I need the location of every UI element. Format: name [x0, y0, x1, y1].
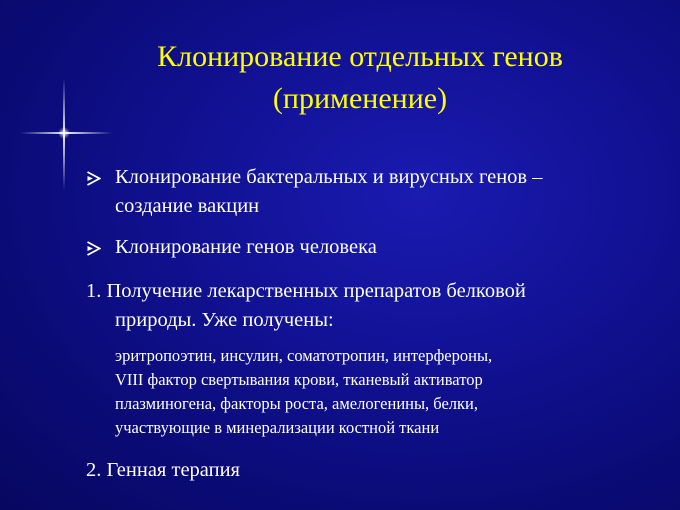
drug-list-line: эритропоэтин, инсулин, соматотропин, интерфероны, — [115, 346, 493, 365]
numbered-item-1 — [86, 277, 526, 335]
slide-title — [60, 36, 660, 120]
drug-list-line: участвующие в минерализации костной ткани — [115, 418, 440, 437]
numbered-item-2 — [86, 456, 240, 485]
arrow-bullet-icon — [86, 241, 101, 256]
numbered-line: 2. Генная терапия — [86, 459, 240, 481]
arrow-bullet-icon — [86, 171, 101, 186]
title-line-1: Клонирование отдельных генов — [157, 40, 563, 73]
bullet-line: Клонирование генов человека — [115, 236, 377, 258]
numbered-line: природы. Уже получены: — [115, 309, 334, 331]
drug-list-line: VIII фактор свертывания крови, тканевый активатор — [115, 370, 483, 389]
bullet-line: создание вакцин — [115, 195, 260, 217]
drug-list — [115, 344, 492, 440]
title-line-2: (применение) — [272, 82, 448, 115]
drug-list-line: плазминогена, факторы роста, амелогенины, белки, — [115, 394, 479, 413]
bullet-line: Клонирование бактеральных и вирусных генов – — [115, 166, 543, 188]
numbered-line: 1. Получение лекарственных препаратов белковой — [86, 280, 526, 302]
